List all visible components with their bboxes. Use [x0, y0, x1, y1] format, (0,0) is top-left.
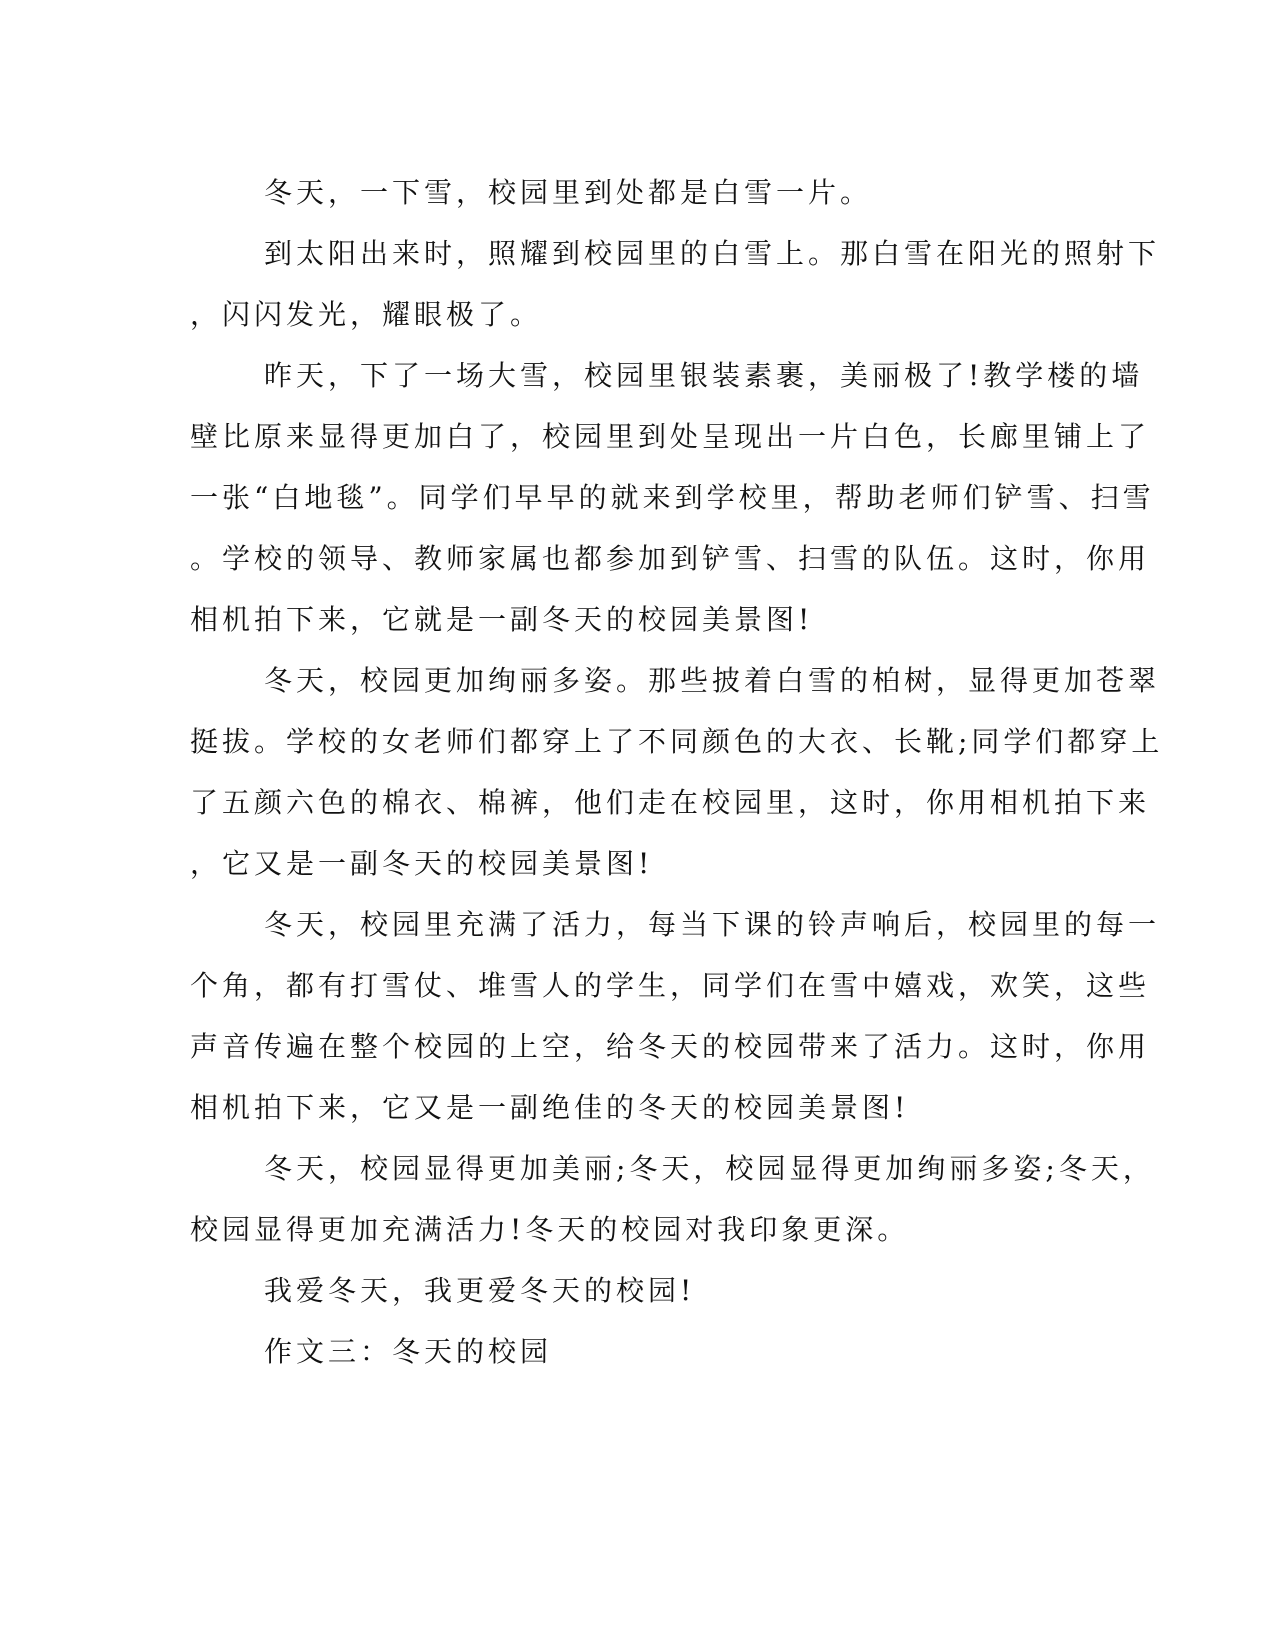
text-line: 相机拍下来，它就是一副冬天的校园美景图!	[190, 603, 814, 636]
text-line: 。学校的领导、教师家属也都参加到铲雪、扫雪的队伍。这时，你用	[190, 542, 1151, 575]
text-line: 作文三：冬天的校园	[264, 1335, 553, 1368]
text-line: 声音传遍在整个校园的上空，给冬天的校园带来了活力。这时，你用	[190, 1030, 1151, 1063]
text-line: ，闪闪发光，耀眼极了。	[190, 298, 543, 331]
text-line: 到太阳出来时，照耀到校园里的白雪上。那白雪在阳光的照射下	[264, 237, 1161, 270]
text-line: 冬天，一下雪，校园里到处都是白雪一片。	[264, 176, 873, 209]
text-line: 昨天，下了一场大雪，校园里银装素裹，美丽极了!教学楼的墙	[264, 359, 1144, 392]
text-line: 我爱冬天，我更爱冬天的校园!	[264, 1274, 696, 1307]
paragraph	[190, 1138, 1155, 1260]
text-line: 冬天，校园显得更加美丽;冬天，校园显得更加绚丽多姿;冬天，	[264, 1152, 1155, 1185]
text-line: 壁比原来显得更加白了，校园里到处呈现出一片白色，长廊里铺上了	[190, 420, 1151, 453]
paragraph	[190, 223, 1161, 345]
text-line: 了五颜六色的棉衣、棉裤，他们走在校园里，这时，你用相机拍下来	[190, 786, 1151, 819]
text-line: 冬天，校园更加绚丽多姿。那些披着白雪的柏树，显得更加苍翠	[264, 664, 1161, 697]
paragraph	[190, 650, 1164, 894]
paragraph	[190, 894, 1161, 1138]
paragraph	[190, 345, 1155, 650]
text-line: 校园显得更加充满活力!冬天的校园对我印象更深。	[190, 1213, 910, 1246]
text-line: 个角，都有打雪仗、堆雪人的学生，同学们在雪中嬉戏，欢笑，这些	[190, 969, 1151, 1002]
section-heading	[190, 1321, 1090, 1382]
paragraph	[190, 162, 1090, 223]
text-line: ，它又是一副冬天的校园美景图!	[190, 847, 654, 880]
document-body	[190, 162, 1164, 1382]
text-line: 冬天，校园里充满了活力，每当下课的铃声响后，校园里的每一	[264, 908, 1161, 941]
text-line: 一张“白地毯”。同学们早早的就来到学校里，帮助老师们铲雪、扫雪	[190, 481, 1155, 514]
text-line: 相机拍下来，它又是一副绝佳的冬天的校园美景图!	[190, 1091, 910, 1124]
paragraph	[190, 1260, 1090, 1321]
text-line: 挺拔。学校的女老师们都穿上了不同颜色的大衣、长靴;同学们都穿上	[190, 725, 1164, 758]
